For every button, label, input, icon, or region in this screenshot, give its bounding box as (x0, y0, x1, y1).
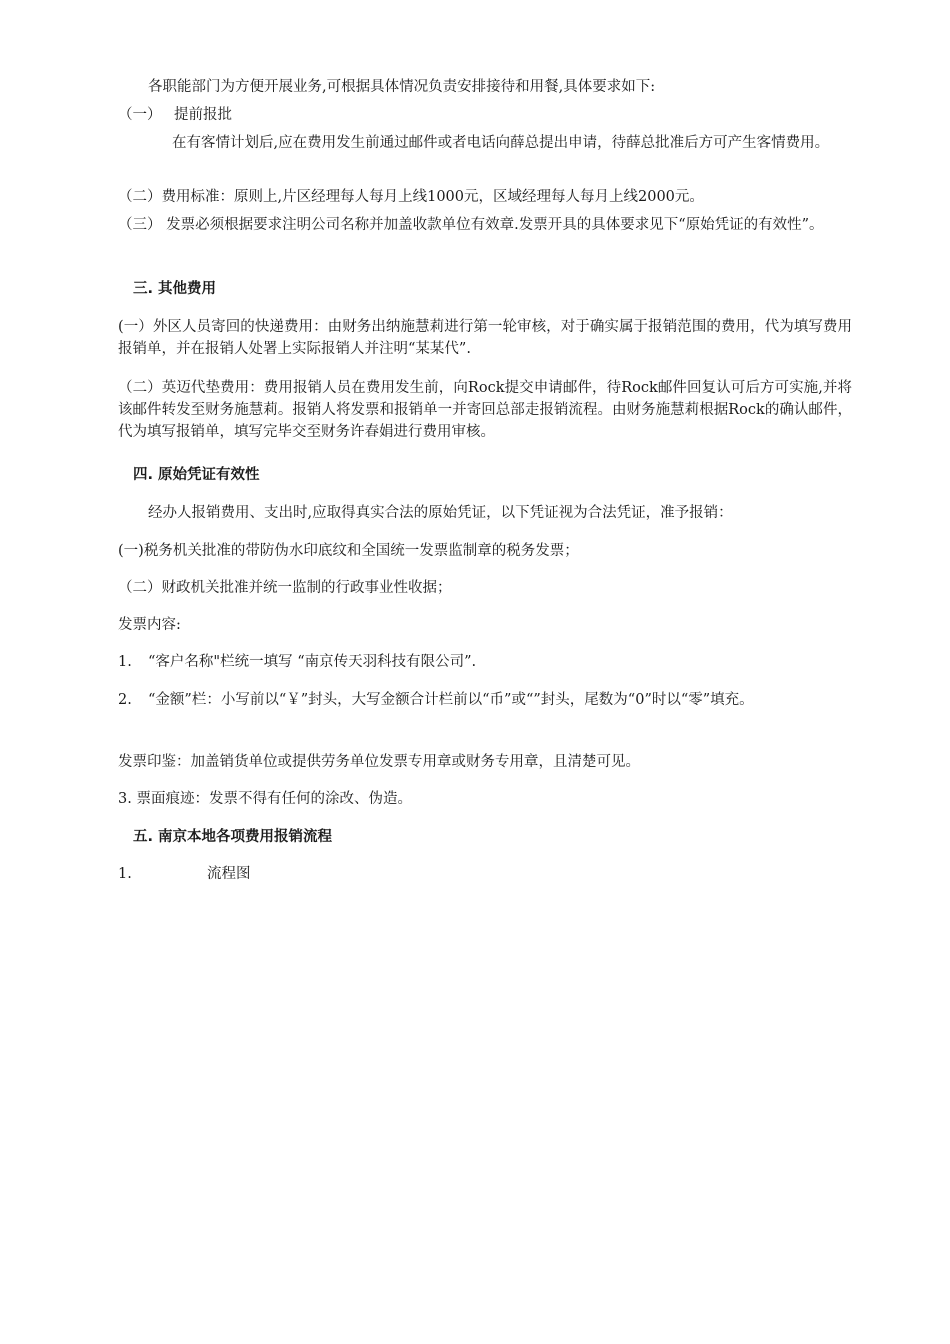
section4-paragraph-2: （二）财政机关批准并统一监制的行政事业性收据； (118, 580, 452, 596)
invoice-seal-paragraph: 发票印鉴：加盖销货单位或提供劳务单位发票专用章或财务专用章，且清楚可见。 (118, 754, 640, 770)
section3-paragraph-1: (一）外区人员寄回的快递费用：由财务出纳施慧莉进行第一轮审核，对于确实属于报销范围的费用，代为填写费用报销单，并在报销人处署上实际报销人并注明“某某代”. (118, 319, 852, 357)
item3-paragraph: （三） 发票必须根据要求注明公司名称并加盖收款单位有效章.发票开具的具体要求见下“原始凭证的有效性”。 (118, 217, 824, 233)
section3-heading: 三. 其他费用 (133, 281, 217, 297)
item2-paragraph: （二）费用标准：原则上,片区经理每人每月上线1000元，区域经理每人每月上线2000元。 (118, 189, 704, 205)
invoice-content-label: 发票内容: (118, 617, 181, 633)
section4-heading: 四. 原始凭证有效性 (133, 467, 260, 483)
rule2-number: 2. (118, 692, 132, 708)
rule2-text: “金额”栏：小写前以“￥”封头，大写金额合计栏前以“币”或“”封头，尾数为“0”时以“零”填充。 (148, 692, 754, 708)
section4-intro: 经办人报销费用、支出时,应取得真实合法的原始凭证，以下凭证视为合法凭证，准予报销： (148, 505, 733, 521)
section5-item1-text: 流程图 (207, 866, 251, 882)
section3-paragraph-2: （二）英迈代垫费用：费用报销人员在费用发生前，向Rock提交申请邮件，待Rock邮件回复认可后方可实施,并将该邮件转发至财务施慧莉。报销人将发票和报销单一并寄回总部走报销流程。由财务施慧莉根据Rock的确认邮件，代为填写报销单，填写完毕交至财务许春娟进行费用审核。 (118, 380, 852, 440)
section5-heading: 五. 南京本地各项费用报销流程 (133, 829, 333, 845)
item1-title: 提前报批 (174, 107, 232, 123)
section5-item1-number: 1. (118, 866, 132, 882)
item1-body: 在有客情计划后,应在费用发生前通过邮件或者电话向薛总提出申请，待薛总批准后方可产生客情费用。 (172, 135, 830, 151)
intro-paragraph: 各职能部门为方便开展业务,可根据具体情况负责安排接待和用餐,具体要求如下: (148, 79, 656, 95)
rule3-text: 3. 票面痕迹：发票不得有任何的涂改、伪造。 (118, 791, 412, 807)
section4-paragraph-1: (一)税务机关批准的带防伪水印底纹和全国统一发票监制章的税务发票； (118, 543, 579, 559)
rule1-text: “客户名称"栏统一填写 “南京传天羽科技有限公司”. (148, 654, 477, 670)
item1-label: （一） (118, 107, 162, 123)
rule1-number: 1. (118, 654, 132, 670)
